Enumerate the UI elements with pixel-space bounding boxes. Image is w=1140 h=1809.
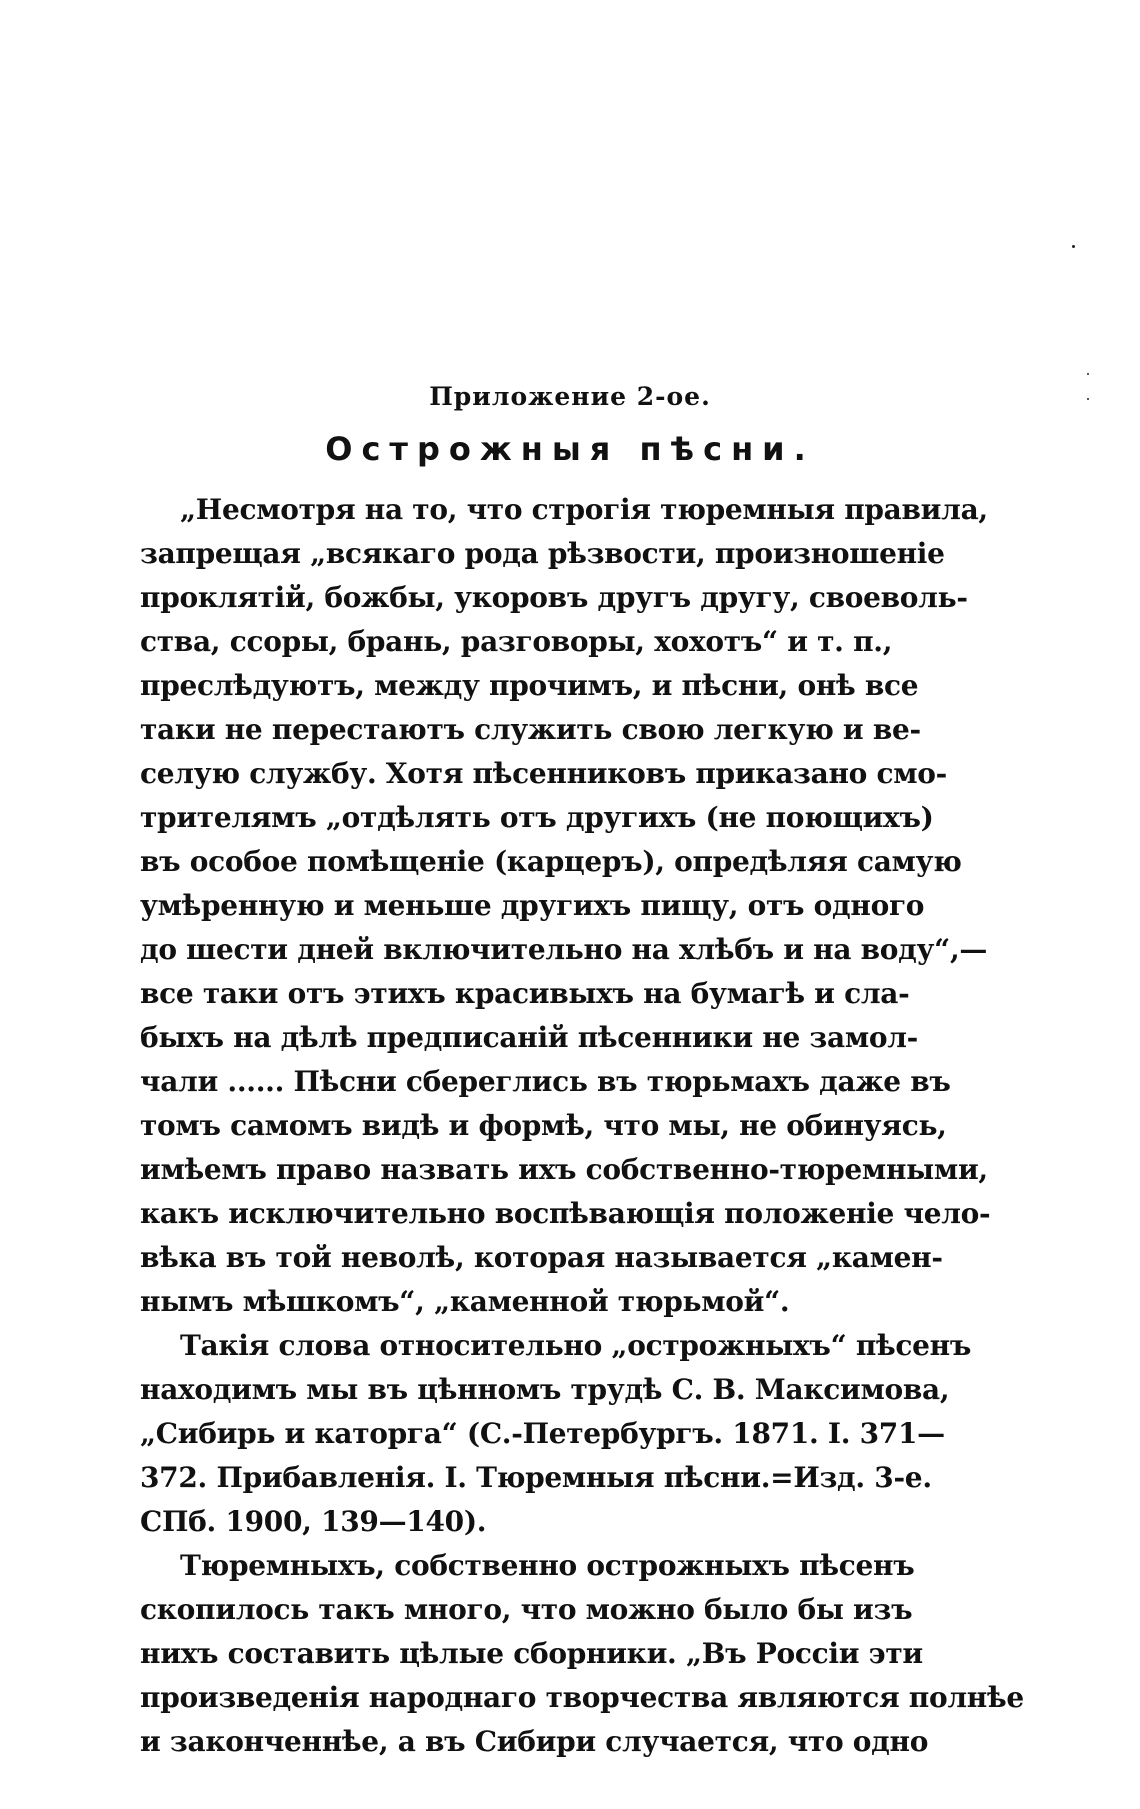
text-line: чали ...... Пѣсни сберeглись въ тюрьмахъ даже въ bbox=[140, 1065, 951, 1098]
text-line: быхъ на дѣлѣ предписаній пѣсенники не замол- bbox=[140, 1021, 918, 1054]
text-line: 372. Прибавленія. I. Тюремныя пѣсни.=Изд. 3-е. bbox=[140, 1461, 932, 1494]
text-line: умѣренную и меньше другихъ пищу, отъ одного bbox=[140, 889, 925, 922]
text-line: произведенія народнаго творчества являются полнѣе bbox=[140, 1681, 1024, 1714]
speck-mark bbox=[1087, 373, 1089, 375]
chapter-title: Острожныя пѣсни. bbox=[325, 430, 815, 468]
text-line: скопилось такъ много, что можно было бы изъ bbox=[140, 1593, 913, 1626]
text-line: селую службу. Хотя пѣсенниковъ приказано смо- bbox=[140, 757, 947, 790]
text-line: находимъ мы въ цѣнномъ трудѣ С. В. Максимова, bbox=[140, 1373, 950, 1406]
text-line: и законченнѣе, а въ Сибири случается, что одно bbox=[140, 1725, 929, 1758]
text-line: ства, ссоры, брань, разговоры, хохотъ“ и т. п., bbox=[140, 625, 893, 658]
text-line: имѣемъ право назвать ихъ собственно-тюремными, bbox=[140, 1153, 988, 1186]
text-line: проклятій, божбы, укоровъ другъ другу, своеволь- bbox=[140, 581, 968, 614]
text-line: нихъ составить цѣлые сборники. „Въ Россіи эти bbox=[140, 1637, 923, 1670]
text-line: томъ самомъ видѣ и формѣ, что мы, не обинуясь, bbox=[140, 1109, 947, 1142]
text-line: въ особое помѣщеніе (карцеръ), опредѣляя самую bbox=[140, 845, 962, 878]
text-line: СПб. 1900, 139—140). bbox=[140, 1505, 487, 1538]
appendix-heading: Приложение 2-ое. bbox=[429, 382, 711, 411]
text-line: до шести дней включительно на хлѣбъ и на воду“,— bbox=[140, 933, 988, 966]
text-line: запрещая „всякаго рода рѣзвости, произношеніе bbox=[140, 537, 945, 570]
text-line: нымъ мѣшкомъ“, „каменной тюрьмой“. bbox=[140, 1285, 790, 1318]
speck-mark bbox=[1072, 245, 1075, 248]
text-line: таки не перестаютъ служить свою легкую и ве- bbox=[140, 713, 921, 746]
text-line: „Сибирь и каторга“ (С.-Петербургъ. 1871. I. 371— bbox=[140, 1417, 945, 1450]
text-line: все таки отъ этихъ красивыхъ на бумагѣ и сла- bbox=[140, 977, 910, 1010]
body-text bbox=[140, 488, 1024, 1764]
text-line: Такія слова относительно „острожныхъ“ пѣсенъ bbox=[180, 1329, 972, 1362]
text-line: вѣка въ той неволѣ, которая называется „камен- bbox=[140, 1241, 943, 1274]
text-line: какъ исключительно воспѣвающія положеніе чело- bbox=[140, 1197, 991, 1230]
text-line: „Несмотря на то, что строгія тюремныя правила, bbox=[180, 493, 988, 526]
text-line: трителямъ „отдѣлять отъ другихъ (не поющихъ) bbox=[140, 801, 934, 834]
text-line: Тюремныхъ, собственно острожныхъ пѣсенъ bbox=[180, 1549, 915, 1582]
text-line: преслѣдуютъ, между прочимъ, и пѣсни, онѣ все bbox=[140, 669, 919, 702]
